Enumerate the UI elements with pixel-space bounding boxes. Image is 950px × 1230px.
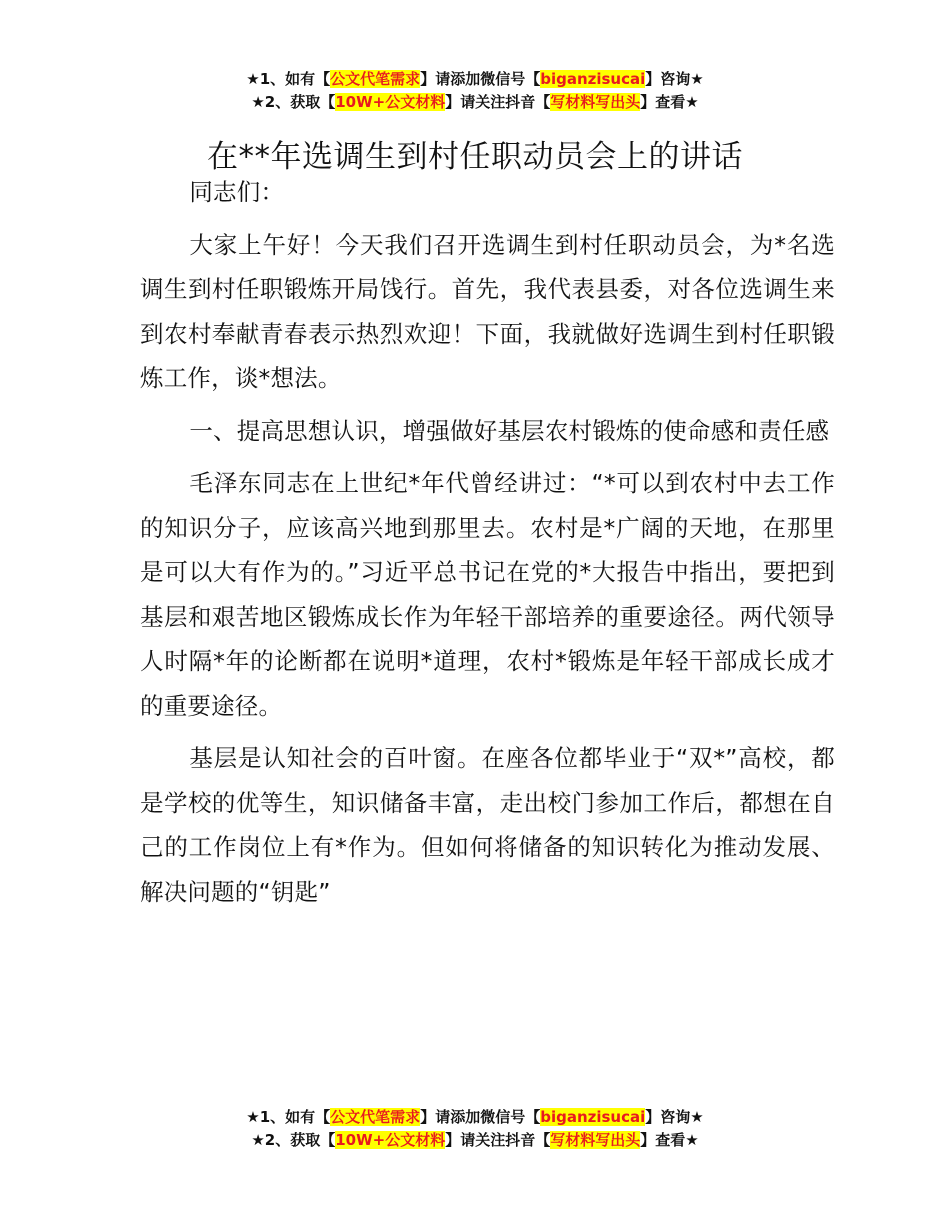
banner-line-2: [0, 1129, 950, 1152]
banner-text: 】请添加微信号【: [420, 70, 541, 88]
paragraph: 大家上午好！今天我们召开选调生到村任职动员会，为*名选调生到村任职锻炼开局饯行。首先，我代表县委，对各位选调生来到农村奉献青春表示热烈欢迎！下面，我就做好选调生到村任职锻炼工作，谈*想法。: [140, 230, 835, 392]
banner-text: ★1、如有【: [246, 1108, 331, 1126]
paragraph: 同志们：: [189, 178, 285, 206]
banner-text: ★2、获取【: [251, 93, 336, 111]
highlight-tag: 写材料写出头: [550, 1131, 641, 1149]
document-title: 在**年选调生到村任职动员会上的讲话: [207, 138, 743, 175]
banner-line-2: [0, 91, 950, 114]
paragraph: 基层是认知社会的百叶窗。在座各位都毕业于“双*”高校，都是学校的优等生，知识储备丰富，走出校门参加工作后，都想在自己的工作岗位上有*作为。但如何将储备的知识转化为推动发展、解决问题的“钥匙”: [140, 744, 835, 906]
banner-text: ★1、如有【: [246, 70, 331, 88]
document-body: [140, 170, 835, 922]
banner-text: 】请关注抖音【: [445, 1131, 551, 1149]
banner-text: 】咨询★: [645, 1108, 704, 1126]
footer-banner: [0, 1106, 950, 1152]
section-heading: 一、提高思想认识，增强做好基层农村锻炼的使命感和责任感: [189, 416, 830, 445]
banner-text: 】请添加微信号【: [420, 1108, 541, 1126]
banner-line-1: [0, 1106, 950, 1129]
banner-text: 】查看★: [640, 93, 699, 111]
highlight-tag: biganzisucai: [540, 70, 646, 88]
banner-line-1: [0, 68, 950, 91]
highlight-tag: 公文代笔需求: [330, 70, 421, 88]
banner-text: 】咨询★: [645, 70, 704, 88]
highlight-tag: 10W+公文材料: [335, 1131, 446, 1149]
paragraph: 毛泽东同志在上世纪*年代曾经讲过：“*可以到农村中去工作的知识分子，应该高兴地到那里去。农村是*广阔的天地，在那里是可以大有作为的。”习近平总书记在党的*大报告中指出，要把到基层和艰苦地区锻炼成长作为年轻干部培养的重要途径。两代领导人时隔*年的论断都在说明*道理，农村*锻炼是年轻干部成长成才的重要途径。: [140, 469, 835, 720]
highlight-tag: 写材料写出头: [550, 93, 641, 111]
header-banner: [0, 68, 950, 114]
highlight-tag: 公文代笔需求: [330, 1108, 421, 1126]
banner-text: ★2、获取【: [251, 1131, 336, 1149]
highlight-tag: 10W+公文材料: [335, 93, 446, 111]
banner-text: 】请关注抖音【: [445, 93, 551, 111]
highlight-tag: biganzisucai: [540, 1108, 646, 1126]
banner-text: 】查看★: [640, 1131, 699, 1149]
